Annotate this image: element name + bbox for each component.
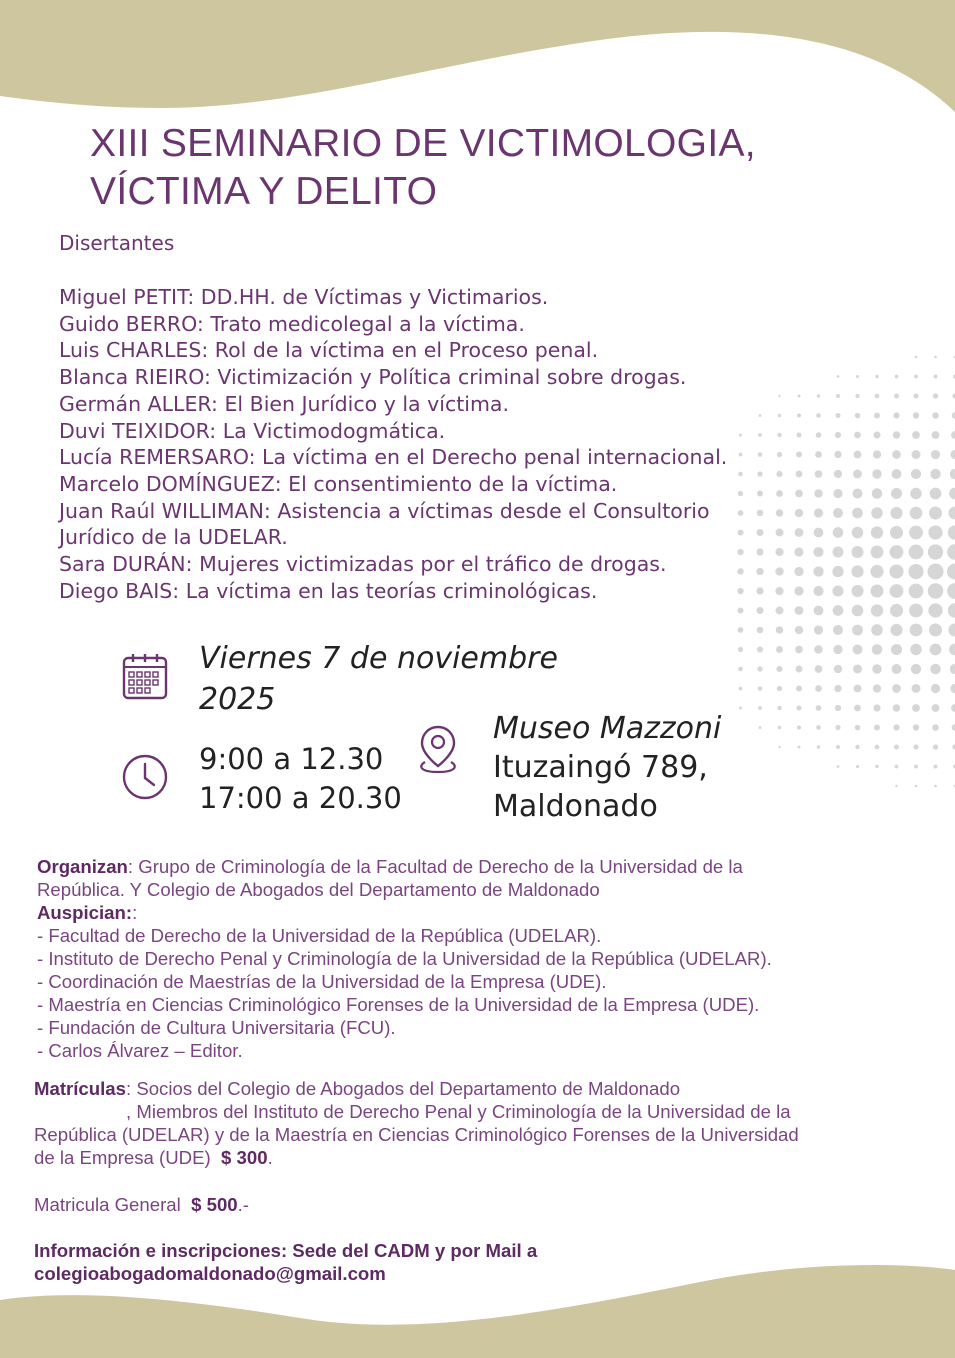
halftone-dot [892,450,901,459]
halftone-dot [833,625,843,635]
speaker-item: Sara DURÁN: Mujeres victimizadas por el tráfico de drogas. [59,552,667,577]
enrollment-line-4: de la Empresa (UDE) $ 300. [34,1147,273,1168]
halftone-dot [815,451,822,458]
halftone-dot [928,603,942,617]
speaker-item: Germán ALLER: El Bien Jurídico y la víctima. [59,391,510,416]
halftone-dot [894,745,899,750]
sponsor-item: - Carlos Álvarez – Editor. [37,1040,243,1061]
halftone-dot [950,469,955,479]
date-line-2: 2025 [199,682,276,717]
halftone-dot [796,685,802,691]
halftone-dot [795,606,804,615]
halftone-dot [950,450,955,459]
top-wave [0,0,955,112]
halftone-dot [852,527,864,539]
halftone-dot [814,625,823,634]
halftone-dot [932,704,940,712]
halftone-dot [928,525,942,539]
halftone-dot [852,625,863,636]
halftone-dot [776,646,783,653]
halftone-dot [834,451,841,458]
halftone-dot [910,624,923,637]
sponsors-heading: Auspician:: [37,902,138,923]
halftone-dot [890,624,902,636]
halftone-dot [758,686,763,691]
speaker-item: Duvi TEIXIDOR: La Victimodogmática. [59,418,446,443]
halftone-dot [932,724,939,731]
halftone-dot [833,645,842,654]
event-time [199,740,402,818]
halftone-dot [794,547,803,556]
halftone-dot [914,375,918,379]
halftone-dot [852,605,864,617]
halftone-dot [871,624,883,636]
halftone-dot [932,431,940,439]
halftone-dot [813,566,823,576]
halftone-dot [912,704,920,712]
halftone-dot [893,431,900,438]
halftone-dot [854,432,861,439]
halftone-dot [891,488,902,499]
halftone-dot [833,527,844,538]
sponsors-list [37,924,857,1062]
halftone-dot [837,765,840,768]
halftone-dot [833,489,842,498]
halftone-dot [909,604,923,618]
page-title [90,120,756,216]
halftone-dot [913,724,919,730]
halftone-dot [738,667,743,672]
halftone-dot [832,546,843,557]
halftone-dot [930,664,940,674]
halftone-dot [854,685,862,693]
halftone-dot [871,526,883,538]
halftone-dot [853,645,863,655]
halftone-dot [836,745,840,749]
halftone-dot [873,431,880,438]
halftone-dot [739,706,742,709]
halftone-dot [853,489,863,499]
halftone-dot [815,665,823,673]
halftone-dot [951,704,955,712]
halftone-dot [814,528,824,538]
halftone-dot [950,684,955,693]
halftone-dot [895,375,899,379]
halftone-dot [796,705,801,710]
halftone-dot [834,665,842,673]
halftone-dot [777,706,781,710]
halftone-dot [758,706,762,710]
halftone-dot [813,586,823,596]
speaker-item: Marcelo DOMÍNGUEZ: El consentimiento de la víctima. [59,471,618,496]
halftone-dot [890,584,904,598]
halftone-dot [856,375,859,378]
halftone-dot [910,644,921,655]
calendar-icon [121,652,169,702]
halftone-dot [874,725,880,731]
sponsor-item: - Maestría en Ciencias Criminológico Forenses de la Universidad de la Empresa (UDE). [37,994,760,1015]
halftone-dot [909,584,924,599]
halftone-dot [873,704,880,711]
halftone-dot [796,451,802,457]
halftone-dot [875,745,880,750]
halftone-dot [932,412,939,419]
location-pin-icon [416,724,460,776]
time-line-1: 9:00 a 12.30 [199,742,384,776]
halftone-dot [795,490,803,498]
halftone-dot [855,413,861,419]
title-line-2: VÍCTIMA Y DELITO [90,170,438,213]
halftone-dot [913,412,919,418]
speaker-item: Lucía REMERSARO: La víctima en el Derecho penal internacional. [59,445,728,470]
enrollment-section [34,1077,854,1169]
halftone-dot [776,626,784,634]
halftone-dot [913,744,918,749]
halftone-dot [915,785,918,788]
halftone-dot [815,470,823,478]
halftone-dot [949,644,955,656]
halftone-dot [853,665,862,674]
halftone-dot [757,666,762,671]
halftone-dot [928,544,943,559]
halftone-dot [815,685,822,692]
halftone-dot [892,664,902,674]
halftone-dot [757,627,764,634]
halftone-dot [934,356,937,359]
sponsors-label: Auspician: [37,902,133,923]
halftone-dot [933,393,938,398]
halftone-dot [891,644,902,655]
halftone-dot [834,470,842,478]
halftone-dot [892,469,902,479]
halftone-dot [816,413,821,418]
halftone-dot [851,585,863,597]
halftone-dot [854,451,862,459]
halftone-dot [872,644,883,655]
sponsor-item: - Fundación de Cultura Universitaria (FCU). [37,1017,396,1038]
event-venue [493,709,721,826]
halftone-dot [934,375,938,379]
halftone-dot [930,469,940,479]
halftone-dot [796,471,803,478]
halftone-dot [871,604,883,616]
halftone-dot [855,394,859,398]
halftone-dot [854,705,861,712]
halftone-dot [872,664,881,673]
sponsor-item: - Instituto de Derecho Penal y Criminología de la Universidad de la República (UDELAR). [37,948,772,969]
halftone-dot [871,585,884,598]
halftone-dot [910,488,921,499]
halftone-dot [872,488,882,498]
enrollment-label: Matrículas [34,1078,126,1099]
halftone-dot [912,431,920,439]
general-enrollment: Matricula General $ 500.- [34,1194,249,1215]
halftone-dot [912,450,921,459]
halftone-dot [890,507,902,519]
speaker-item: Juan Raúl WILLIMAN: Asistencia a víctimas desde el Consultorio [59,498,710,523]
halftone-dot [895,785,897,787]
halftone-dot [871,546,884,559]
halftone-dot [795,626,803,634]
halftone-dot [816,705,822,711]
halftone-dot [738,627,744,633]
halftone-dot [948,623,955,636]
halftone-dot [776,607,784,615]
halftone-dot [947,544,955,560]
halftone-dot [837,375,840,378]
halftone-dot [794,586,803,595]
halftone-dot [933,744,938,749]
halftone-dot [893,412,899,418]
title-line-1: XIII SEMINARIO DE VICTIMOLOGIA, [90,122,756,165]
speakers-list [59,284,779,604]
organizers-label: Organizan [37,856,128,877]
halftone-dot [834,685,841,692]
enrollment-line-3: República (UDELAR) y de la Maestría en Ciencias Criminológico Forenses de la Universidad [34,1124,799,1145]
halftone-dot [890,526,903,539]
halftone-dot [875,394,880,399]
speaker-item: Blanca RIEIRO: Victimización y Política criminal sobre drogas. [59,365,687,390]
halftone-dot [856,765,859,768]
halftone-dot [949,488,955,500]
halftone-dot [892,684,901,693]
halftone-dot [930,488,942,500]
halftone-dot [909,526,923,540]
halftone-dot [833,508,843,518]
halftone-dot [908,564,923,579]
halftone-dot [833,605,844,616]
halftone-dot [947,583,955,599]
halftone-dot [813,547,823,557]
halftone-dot [948,506,955,519]
speaker-item: Jurídico de la UDELAR. [59,525,288,550]
enrollment-line-2: , Miembros del Instituto de Derecho Penal y Criminología de la Universidad de la [126,1101,791,1122]
halftone-dot [852,546,864,558]
halftone-dot [871,507,882,518]
halftone-dot [797,725,801,729]
halftone-dot [835,725,840,730]
halftone-dot [873,684,881,692]
halftone-dot [890,604,903,617]
halftone-dot [795,646,803,654]
halftone-dot [757,646,763,652]
halftone-dot [873,450,881,458]
halftone-dot [836,394,840,398]
halftone-dot [795,528,804,537]
halftone-dot [855,745,859,749]
halftone-dot [912,684,921,693]
halftone-dot [914,765,918,769]
halftone-dot [875,375,878,378]
halftone-dot [889,564,903,578]
time-line-2: 17:00 a 20.30 [199,781,402,815]
halftone-dot [778,726,781,729]
contact-section [34,1239,854,1285]
venue-address-2: Maldonado [493,789,658,824]
halftone-dot [814,489,822,497]
halftone-dot [894,394,899,399]
halftone-dot [759,726,762,729]
halftone-dot [814,508,823,517]
halftone-dot [756,607,763,614]
halftone-dot [832,566,843,577]
halftone-dot [832,585,843,596]
halftone-dot [895,765,899,769]
halftone-dot [913,393,918,398]
halftone-dot [796,666,803,673]
halftone-dot [737,607,743,613]
contact-line: Información e inscripciones: Sede del CADM y por Mail a [34,1240,538,1261]
halftone-dot [852,508,863,519]
halftone-dot [835,705,841,711]
halftone-dot [909,545,924,560]
halftone-dot [816,432,822,438]
halftone-dot [738,647,743,652]
members-price: $ 300 [221,1147,268,1168]
halftone-dot [893,704,900,711]
halftone-dot [872,469,881,478]
halftone-dot [874,413,880,419]
halftone-dot [794,567,803,576]
event-date [199,638,558,720]
halftone-dot [853,470,862,479]
halftone-dot [947,564,955,580]
halftone-dot [814,645,823,654]
halftone-dot [890,545,904,559]
halftone-dot [931,684,940,693]
halftone-dot [911,469,921,479]
speaker-item: Luis CHARLES: Rol de la víctima en el Proceso penal. [59,338,599,363]
halftone-dot [911,664,921,674]
halftone-dot [778,746,780,748]
halftone-dot [796,432,801,437]
halftone-dot [934,785,937,788]
general-label: Matricula General [34,1194,181,1215]
halftone-dot [930,644,942,656]
halftone-dot [835,432,841,438]
halftone-dot [851,565,863,577]
halftone-dot [915,356,918,359]
halftone-dot [835,413,840,418]
venue-name: Museo Mazzoni [493,711,722,746]
speaker-item: Miguel PETIT: DD.HH. de Víctimas y Victimarios. [59,285,549,309]
organizers-section [37,855,857,1062]
halftone-dot [855,725,861,731]
sponsor-item: - Coordinación de Maestrías de la Universidad de la Empresa (UDE). [37,971,607,992]
organizers-line-1: Organizan: Grupo de Criminología de la Facultad de Derecho de la Universidad de la [37,856,743,877]
halftone-dot [870,565,883,578]
halftone-dot [934,765,938,769]
general-price: $ 500 [191,1194,238,1215]
halftone-dot [797,745,800,748]
halftone-dot [931,450,940,459]
sponsor-item: - Facultad de Derecho de la Universidad de la República (UDELAR). [37,925,602,946]
enrollment-line-1: Matrículas: Socios del Colegio de Abogados del Departamento de Maldonado [34,1078,681,1099]
halftone-dot [951,431,955,439]
clock-icon [121,753,169,801]
halftone-dot [739,687,743,691]
halftone-dot [929,507,942,520]
date-line-1: Viernes 7 de noviembre [199,641,558,676]
speakers-heading: Disertantes [59,231,175,255]
halftone-dot [776,666,782,672]
halftone-dot [928,564,944,580]
halftone-dot [814,606,824,616]
halftone-dot [948,525,955,539]
halftone-dot [893,724,899,730]
halftone-dot [816,725,821,730]
halftone-dot [817,394,820,397]
halftone-dot [950,664,955,675]
speaker-item: Diego BAIS: La víctima en las teorías criminológicas. [59,578,598,603]
halftone-dot [817,745,821,749]
halftone-dot [928,583,943,598]
organizers-line-2: República. Y Colegio de Abogados del Departamento de Maldonado [37,879,600,900]
halftone-dot [798,395,801,398]
halftone-dot [797,413,801,417]
venue-address-1: Ituzaingó 789, [493,750,708,785]
halftone-dot [929,623,942,636]
speaker-item: Guido BERRO: Trato medicolegal a la víctima. [59,311,525,336]
halftone-dot [777,686,782,691]
contact-email[interactable]: colegioabogadomaldonado@gmail.com [34,1263,386,1284]
halftone-dot [910,507,923,520]
halftone-dot [948,603,955,617]
halftone-dot [795,509,803,517]
halftone-dot [875,765,878,768]
